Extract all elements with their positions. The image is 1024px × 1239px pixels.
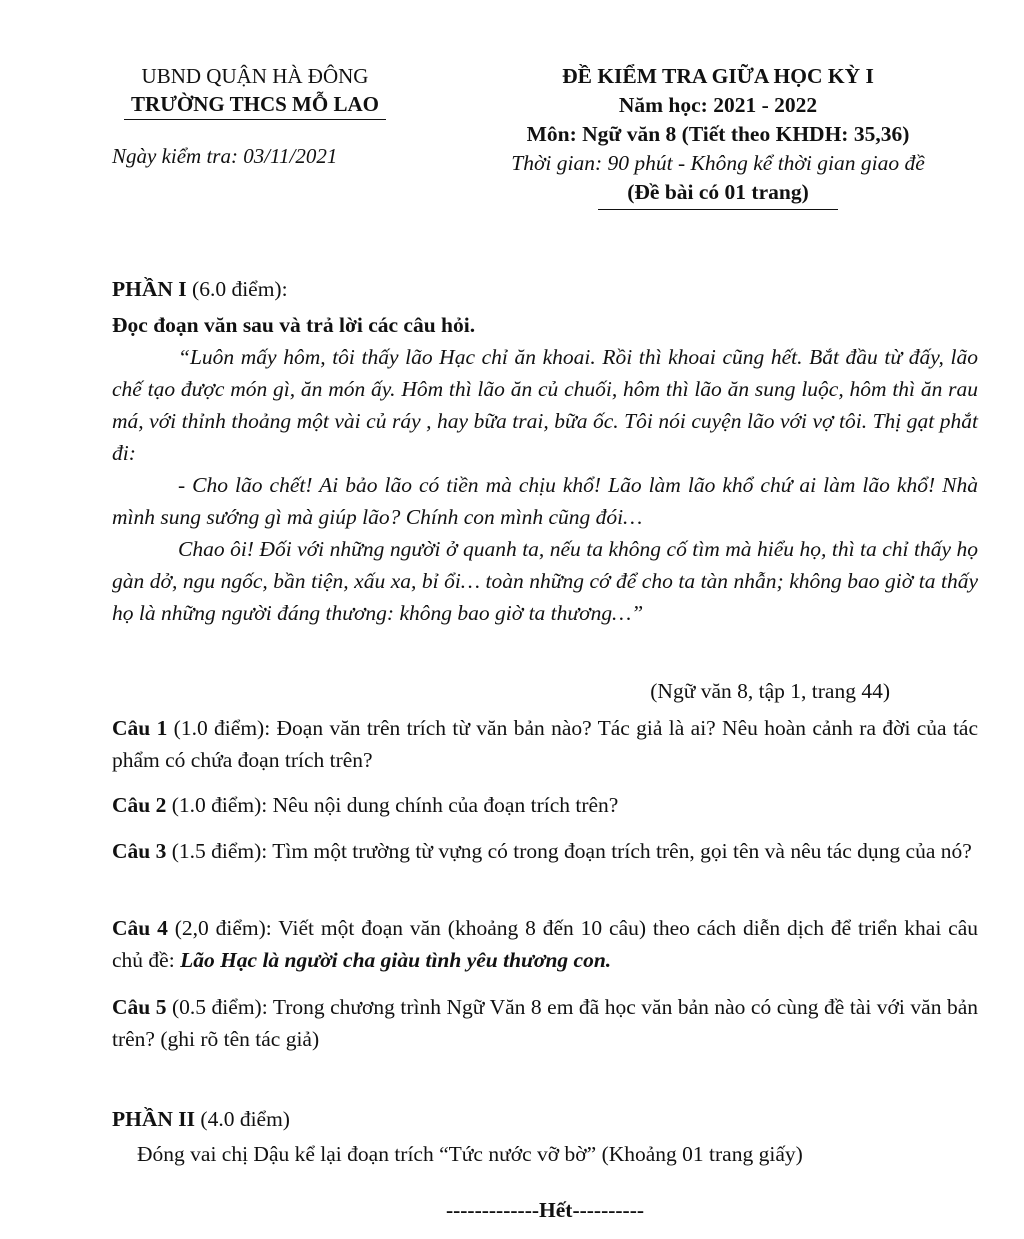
question-points: (1.0 điểm): [173,716,271,740]
question-label: Câu 1 [112,716,168,740]
exam-title: ĐỀ KIỂM TRA GIỮA HỌC KỲ I [562,64,874,88]
question-text: Trong chương trình Ngữ Văn 8 em đã học văn bản nào có cùng đề tài với văn bản trên? (ghi rõ tên tác giả) [112,995,978,1051]
pages-note: (Đề bài có 01 trang) [627,180,809,204]
exam-date: Ngày kiểm tra: 03/11/2021 [112,144,338,168]
authority-name: UBND QUẬN HÀ ĐÔNG [141,64,369,88]
passage-paragraph: Chao ôi! Đối với những người ở quanh ta, nếu ta không cố tìm mà hiểu họ, thì ta chỉ thấy họ gàn dở, ngu ngốc, bần tiện, xấu xa, bỉ ổi… toàn những cớ để cho ta tàn nhẫn; không bao giờ ta thấy họ là những người đáng thương: không bao giờ ta thương…” [112,537,978,625]
subject: Môn: Ngữ văn 8 (Tiết theo KHDH: 35,36) [526,122,910,146]
right-header [448,62,988,210]
question-text: Tìm một trường từ vựng có trong đoạn trích trên, gọi tên và nêu tác dụng của nó? [272,839,972,863]
part1-instruction: Đọc đoạn văn sau và trả lời các câu hỏi. [112,313,476,337]
topic-sentence: Lão Hạc là người cha giàu tình yêu thương con. [180,948,612,972]
part1-heading-line [112,273,978,305]
part2-task: Đóng vai chị Dậu kể lại đoạn trích “Tức nước vỡ bờ” (Khoảng 01 trang giấy) [137,1142,803,1166]
question-5 [112,991,978,1055]
question-points: (0.5 điểm): [172,995,268,1019]
passage-source: (Ngữ văn 8, tập 1, trang 44) [650,679,890,703]
question-text: Viết một đoạn văn (khoảng 8 đến 10 câu) theo cách diễn dịch để triển khai câu chủ đề: [112,916,978,972]
question-text: Nêu nội dung chính của đoạn trích trên? [272,793,619,817]
school-underline [124,119,386,120]
question-label: Câu 5 [112,995,167,1019]
passage-paragraph: - Cho lão chết! Ai bảo lão có tiền mà chịu khổ! Lão làm lão khổ chứ ai làm lão khổ! Nhà mình sung sướng gì mà giúp lão? Chính con mình cũng đói… [112,473,978,529]
end-mark: -------------Hết---------- [445,1198,645,1222]
part2-points: (4.0 điểm) [200,1107,290,1131]
question-label: Câu 4 [112,916,168,940]
header-underline [598,209,838,210]
part1-points: (6.0 điểm): [192,277,288,301]
question-label: Câu 2 [112,793,167,817]
school-year: Năm học: 2021 - 2022 [618,93,818,117]
question-3 [112,835,978,867]
passage [112,341,978,629]
question-points: (1.0 điểm): [171,793,268,817]
question-2 [112,789,978,821]
question-points: (1.5 điểm): [171,839,268,863]
question-label: Câu 3 [112,839,167,863]
question-1 [112,712,978,776]
part2-heading: PHẦN II [112,1107,196,1131]
left-header [110,62,400,120]
duration: Thời gian: 90 phút - Không kể thời gian giao đề [511,151,925,175]
part1-heading: PHẦN I [112,277,187,301]
question-4 [112,912,978,976]
question-text: Đoạn văn trên trích từ văn bản nào? Tác giả là ai? Nêu hoàn cảnh ra đời của tác phẩm có chứa đoạn trích trên? [112,716,978,772]
question-points: (2,0 điểm): [174,916,272,940]
passage-paragraph: “Luôn mấy hôm, tôi thấy lão Hạc chỉ ăn khoai. Rồi thì khoai cũng hết. Bắt đầu từ đấy, lão chế tạo được món gì, ăn món ấy. Hôm thì lão ăn củ chuối, hôm thì lão ăn sung luộc, hôm thì ăn rau má, với thỉnh thoảng một vài củ ráy , hay bữa trai, bữa ốc. Tôi nói cuyện lão với vợ tôi. Thị gạt phắt đi: [112,345,978,465]
school-name: TRƯỜNG THCS MỖ LAO [131,92,379,116]
part2-heading-line [112,1103,978,1135]
